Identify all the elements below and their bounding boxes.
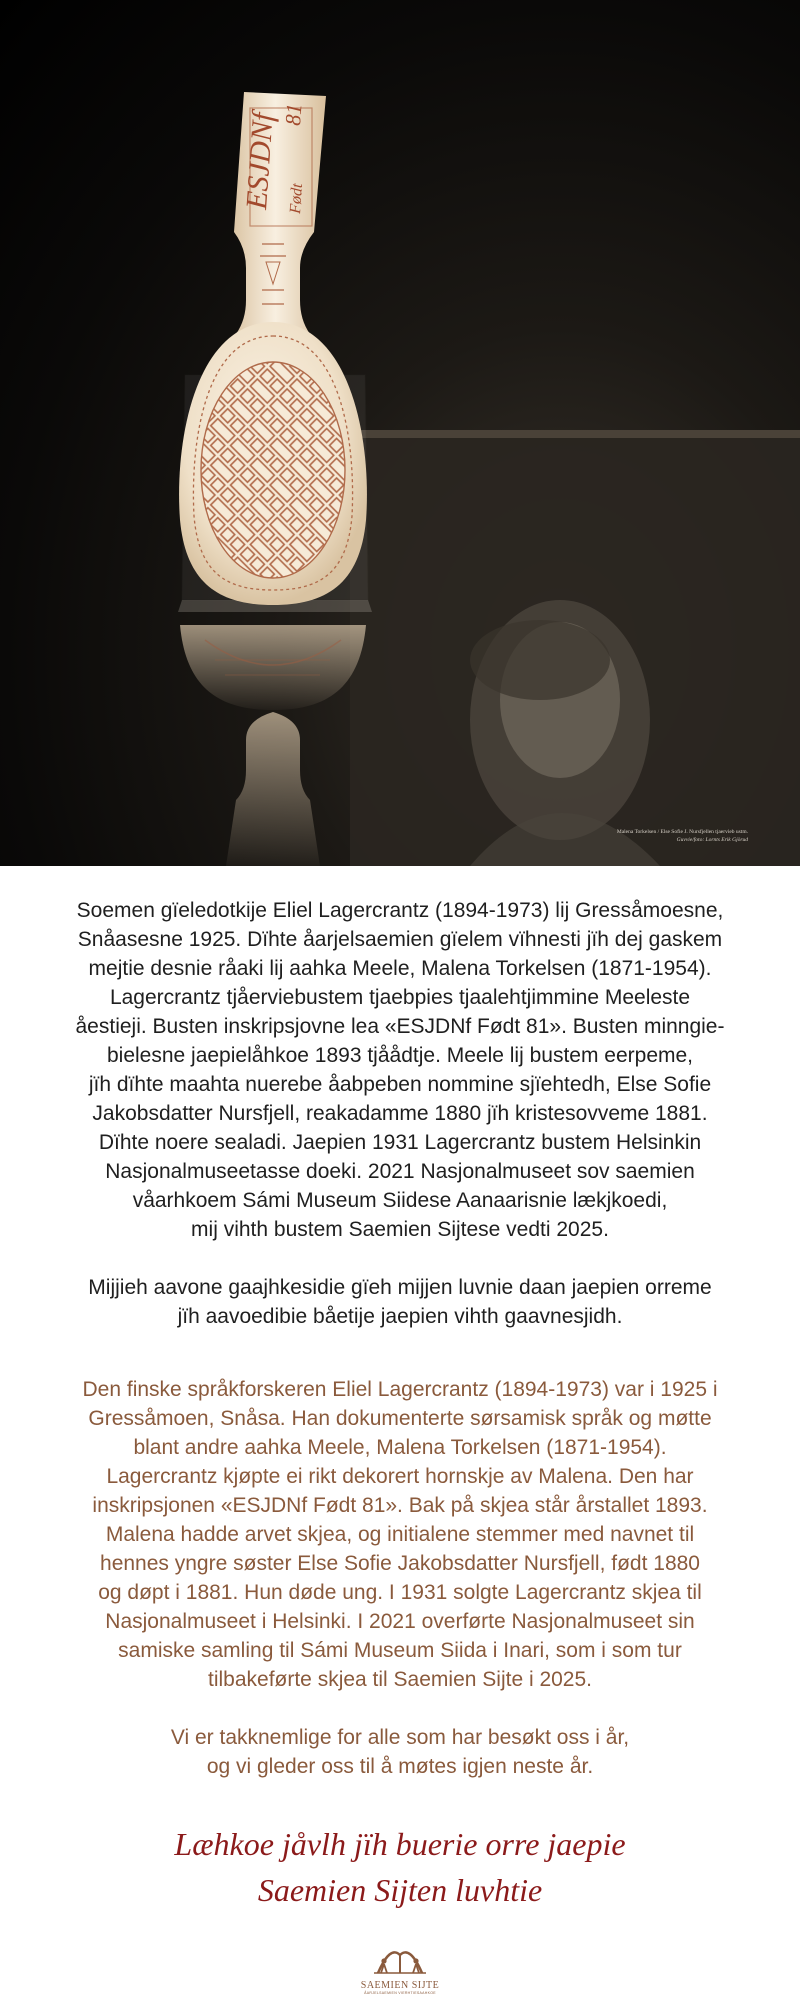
logo-subtitle: ÅARJELSAEMIEN VIERHTIESAAHKOE — [364, 1991, 436, 1995]
text-line: og døpt i 1881. Hun døde ung. I 1931 solgte Lagercrantz skjea til — [98, 1581, 702, 1604]
background-portrait — [350, 430, 800, 866]
text-line: Mijjieh aavone gaajhkesidie gïeh mijjen luvnie daan jaepien orreme — [88, 1276, 712, 1299]
photo-caption-subject: Malena Torkelsen / Else Sofie J. Nursfjellen tjaervieb ustm. — [616, 829, 748, 835]
text-line: Den finske språkforskeren Eliel Lagercrantz (1894-1973) var i 1925 i — [82, 1378, 718, 1401]
text-line: Malena hadde arvet skjea, og initialene stemmer med navnet til — [105, 1523, 695, 1546]
text-line: Dïhte noere sealadi. Jaepien 1931 Lagercrantz bustem Helsinkin — [98, 1131, 702, 1154]
text-line: Lagercrantz kjøpte ei rikt dekorert hornskje av Malena. Den har — [106, 1465, 694, 1488]
spoon-photo-illustration — [0, 0, 800, 866]
text-line: samiske samling til Sámi Museum Siida i Inari, som i som tur — [118, 1639, 682, 1662]
text-line: Lagercrantz tjåerviebustem tjaebpies tjaalehtjimmine Meeleste — [109, 986, 691, 1009]
text-line: mij vihth bustem Saemien Sijtese vedti 2025. — [191, 1218, 609, 1241]
text-line: bielesne jaepielåhkoe 1893 tjåådtje. Meele lij bustem eerpeme, — [106, 1044, 694, 1067]
text-line: og vi gleder oss til å møtes igjen neste år. — [206, 1755, 594, 1778]
text-line: Soemen gïeledotkije Eliel Lagercrantz (1894-1973) lij Gressåmoesne, — [76, 899, 724, 922]
slogan-line: Saemien Sijten luvhtie — [257, 1872, 543, 1908]
text-line: Nasjonalmuseet i Helsinki. I 2021 overførte Nasjonalmuseet sin — [105, 1610, 695, 1633]
slogan-line: Læhkoe jåvlh jïh buerie orre jaepie — [174, 1826, 626, 1862]
logo-name: SAEMIEN SIJTE — [360, 1980, 440, 1991]
spoon-inscription: ESJDNf — [240, 111, 280, 211]
spoon-handle — [234, 92, 326, 334]
photo-caption — [617, 828, 748, 844]
text-line: Vi er takknemlige for alle som har besøkt oss i år, — [170, 1726, 630, 1749]
spoon-reflection — [180, 625, 366, 866]
logo-mark-icon — [370, 1941, 430, 1975]
text-line: inskripsjonen «ESJDNf Født 81». Bak på skjea står årstallet 1893. — [92, 1494, 708, 1517]
text-line: åestieji. Busten inskripsjovne lea «ESJDNf Født 81». Busten minngie- — [75, 1015, 725, 1038]
photo-caption-credit: Guvvie/foto: Lornts Erik Gjörud — [676, 837, 748, 843]
text-line: våarhkoem Sámi Museum Siidese Aanaarisnie lækjkoedi, — [132, 1189, 668, 1212]
spoon-bowl — [179, 322, 370, 605]
spoon-inscription-number: 81 — [280, 102, 307, 127]
text-line: blant andre aahka Meele, Malena Torkelsen (1871-1954). — [133, 1436, 667, 1459]
text-line: Snåasesne 1925. Dïhte åarjelsaemien gïelem vïhnesti jïh dej gaskem — [77, 928, 723, 951]
sami-paragraph — [50, 896, 750, 1244]
text-section — [0, 866, 800, 1995]
norwegian-thanks — [40, 1723, 760, 1781]
saemien-sijte-logo — [340, 1941, 460, 1995]
text-line: Nasjonalmuseetasse doeki. 2021 Nasjonalmuseet sov saemien — [105, 1160, 695, 1183]
hero-photo — [0, 0, 800, 866]
greeting-slogan — [40, 1821, 760, 1913]
text-line: jïh dïhte maahta nuerebe åabpeben nommine sjïehtedh, Else Sofie — [88, 1073, 712, 1096]
text-line: Gressåmoen, Snåsa. Han dokumenterte sørsamisk språk og møtte — [88, 1407, 712, 1430]
spoon-inscription-fodt: Født — [287, 182, 307, 215]
norwegian-paragraph — [50, 1375, 750, 1694]
text-line: mejtie desnie råaki lij aahka Meele, Malena Torkelsen (1871-1954). — [88, 957, 712, 980]
sami-thanks — [40, 1273, 760, 1331]
text-line: jïh aavoedibie båetije jaepien vihth gaavnesjidh. — [177, 1305, 623, 1328]
text-line: hennes yngre søster Else Sofie Jakobsdatter Nursfjell, født 1880 — [100, 1552, 700, 1575]
text-line: tilbakeførte skjea til Saemien Sijte i 2025. — [207, 1668, 593, 1691]
text-line: Jakobsdatter Nursfjell, reakadamme 1880 jïh kristesovveme 1881. — [92, 1102, 708, 1125]
